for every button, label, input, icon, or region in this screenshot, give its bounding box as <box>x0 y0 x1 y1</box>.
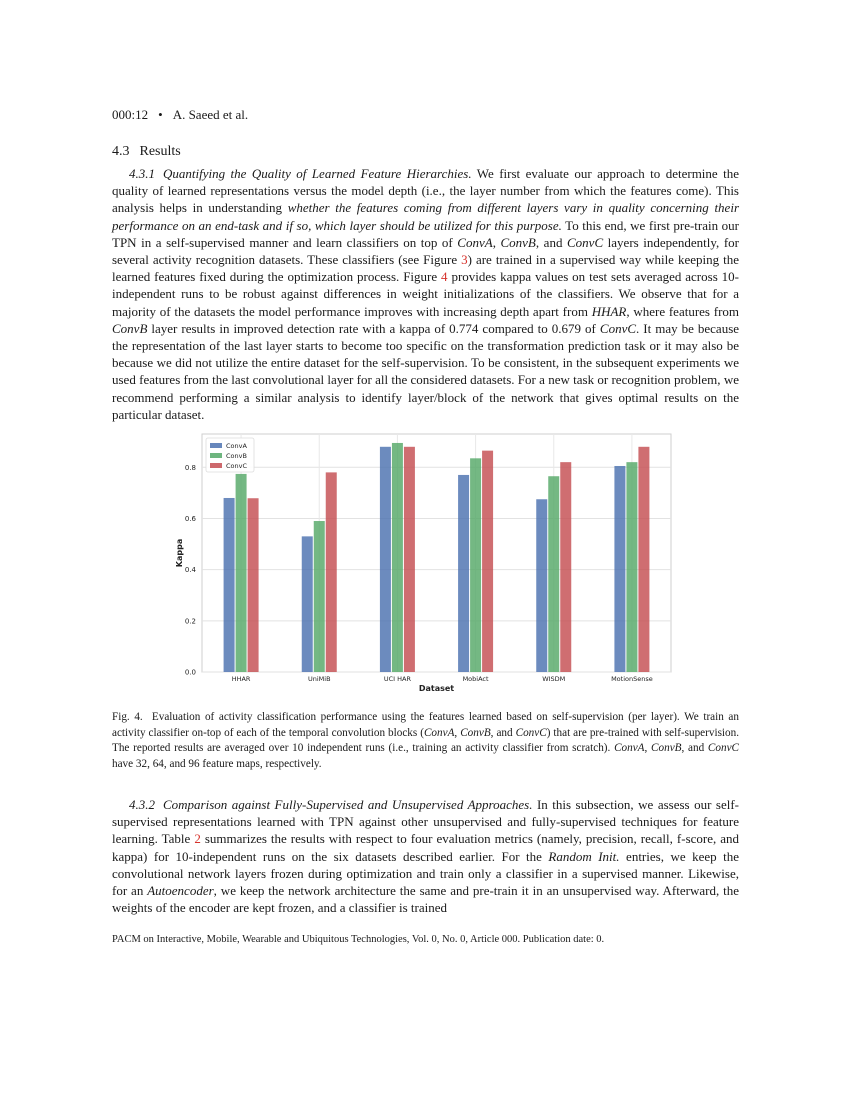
bar-convb <box>236 474 247 672</box>
page-id: 000:12 <box>112 107 149 122</box>
section-heading <box>112 144 181 160</box>
punct: , and <box>535 234 563 250</box>
x-tick-label: UniMiB <box>307 675 331 683</box>
body-text: To this end, we first pre-train our TPN in a self-supervised manner and learn classifiers on top of <box>112 217 740 250</box>
y-tick-label: 0.0 <box>184 668 196 677</box>
bar-conva <box>614 466 625 672</box>
punct: , <box>644 742 648 755</box>
punct: , <box>454 726 458 739</box>
plot-area <box>202 434 671 672</box>
figure-3-link[interactable]: 3 <box>461 252 468 268</box>
emphasis-text: whether the features coming from different layers vary in quality concerning their performance on an end-task and if so, which layer should be utilized for this purpose. <box>112 200 739 233</box>
bar-convb <box>548 476 559 672</box>
bar-conva <box>458 475 469 672</box>
bar-convc <box>404 447 415 672</box>
term-convc: ConvC <box>515 726 547 739</box>
term-conva: ConvA <box>614 742 645 755</box>
body-text: , where features from <box>626 303 740 319</box>
bar-convc <box>482 451 493 672</box>
figure-label: Fig. 4. <box>112 711 143 723</box>
term-autoencoder: Autoencoder <box>147 883 214 899</box>
term-conva: ConvA <box>423 726 455 739</box>
bar-convb <box>314 521 325 672</box>
header-separator: • <box>158 107 163 122</box>
punct: , <box>492 234 496 250</box>
body-text: , we keep the network architecture the same and pre-train it in an unsupervised way. Afterward, the weights of the encoder are kept frozen, and a classifier is trained <box>112 883 739 916</box>
bar-conva <box>224 498 235 672</box>
body-text: summarizes the results with respect to four evaluation metrics (namely, precision, recall, f-score, and kappa) for 10-independent runs on the six datasets described earlier. For the <box>112 831 740 864</box>
bar-convc <box>638 447 649 672</box>
figure-4-link[interactable]: 4 <box>441 269 448 285</box>
subsection-title: Quantifying the Quality of Learned Feature Hierarchies. <box>163 166 472 181</box>
term-convb: ConvB <box>651 742 682 755</box>
y-tick-label: 0.2 <box>184 617 196 626</box>
subsection-title: Comparison against Fully-Supervised and Unsupervised Approaches. <box>163 797 533 812</box>
bar-convc <box>248 498 259 672</box>
body-text: In this subsection, we assess our self-supervised representations learned with TPN against other unsupervised and fully-supervised techniques for feature learning. Table <box>112 797 740 847</box>
term-convc: ConvC <box>599 320 637 336</box>
punct: , and <box>490 726 513 739</box>
term-convc: ConvC <box>567 234 604 250</box>
x-tick-label: HHAR <box>231 675 251 683</box>
term-convb: ConvB <box>500 234 536 250</box>
punct: , and <box>681 742 705 755</box>
y-axis-label: Kappa <box>175 538 184 568</box>
y-tick-label: 0.4 <box>184 566 196 575</box>
paragraph-4-3-1 <box>112 165 739 423</box>
term-hhar: HHAR <box>591 303 627 319</box>
caption-text: Evaluation of activity classification performance using the features learned based on self-supervision (per layer). We train an activity classifier on-top of each of the temporal convolution blocks ( <box>112 711 739 739</box>
x-tick-label: UCI HAR <box>383 675 411 683</box>
bar-convb <box>626 462 637 672</box>
body-text: We first evaluate our approach to determine the quality of learned representations versus the model depth (i.e., the layer number from which the features come). This analysis helps in understanding <box>112 166 740 216</box>
section-number: 4.3 <box>112 144 130 159</box>
table-2-link[interactable]: 2 <box>194 831 201 847</box>
body-text: ) are trained in a supervised way while keeping the learned features fixed during the optimization process. Figure <box>112 252 739 285</box>
term-convc: ConvC <box>707 742 739 755</box>
legend-label: ConvC <box>226 462 248 470</box>
y-tick-label: 0.6 <box>184 514 196 523</box>
running-header <box>112 107 248 123</box>
bar-conva <box>380 447 391 672</box>
caption-text: have 32, 64, and 96 feature maps, respectively. <box>112 757 322 770</box>
legend-label: ConvB <box>226 452 247 460</box>
bar-convb <box>470 458 481 672</box>
x-tick-label: MobiAct <box>462 675 489 683</box>
x-tick-label: MotionSense <box>611 675 653 683</box>
term-convb: ConvB <box>460 726 491 739</box>
y-tick-label: 0.8 <box>184 463 196 472</box>
x-tick-label: WISDM <box>542 675 566 683</box>
legend-label: ConvA <box>226 442 247 450</box>
legend-swatch <box>210 453 222 458</box>
body-text: entries, we keep the convolutional network layers frozen during optimization and train only a classifier in a supervised manner. Likewise, for an <box>112 848 740 899</box>
term-convb: ConvB <box>112 320 148 336</box>
bar-conva <box>302 536 313 672</box>
body-text: . It may be because the representation of the last layer starts to become too specific on the transformation prediction task or it may also be because we did not utilize the entire dataset for the self-supervision. To be consistent, in the subsequent experiments we used features from the last convolutional layer for all the considered datasets. For a new task or recognition problem, we recommend performing a similar analysis to identify layer/block of the network that gives optimal results on the particular dataset. <box>112 320 740 422</box>
subsection-number: 4.3.2 <box>129 797 155 812</box>
figure-caption <box>112 710 739 772</box>
legend-swatch <box>210 463 222 468</box>
page-footer: PACM on Interactive, Mobile, Wearable and Ubiquitous Technologies, Vol. 0, No. 0, Article 000. Publication date: 0. <box>112 934 605 945</box>
body-text: provides kappa values on test sets averaged across 10-independent runs to be robust against differences in weight initializations of the classifiers. We observe that for a majority of the datasets the model performance improves with increasing depth apart from <box>112 269 739 319</box>
section-title: Results <box>139 144 181 159</box>
bar-convc <box>560 462 571 672</box>
body-text: layers independently, for several activity recognition datasets. These classifiers (see Figure <box>112 234 740 268</box>
caption-text: ) that are pre-trained with self-supervision. The reported results are averaged over 10 independent runs (i.e., training an activity classifier from scratch). <box>112 726 740 755</box>
body-text: layer results in improved detection rate with a kappa of 0.774 compared to 0.679 of <box>151 320 596 336</box>
bar-convc <box>326 472 337 672</box>
kappa-bar-chart <box>168 428 676 696</box>
legend-swatch <box>210 443 222 448</box>
bar-conva <box>536 499 547 672</box>
paragraph-4-3-2 <box>112 796 739 916</box>
bar-convb <box>392 443 403 672</box>
header-authors: A. Saeed et al. <box>172 107 249 122</box>
subsection-number: 4.3.1 <box>129 166 155 181</box>
x-axis-label: Dataset <box>418 684 455 693</box>
term-random-init: Random Init. <box>548 848 620 864</box>
term-conva: ConvA <box>457 234 493 250</box>
